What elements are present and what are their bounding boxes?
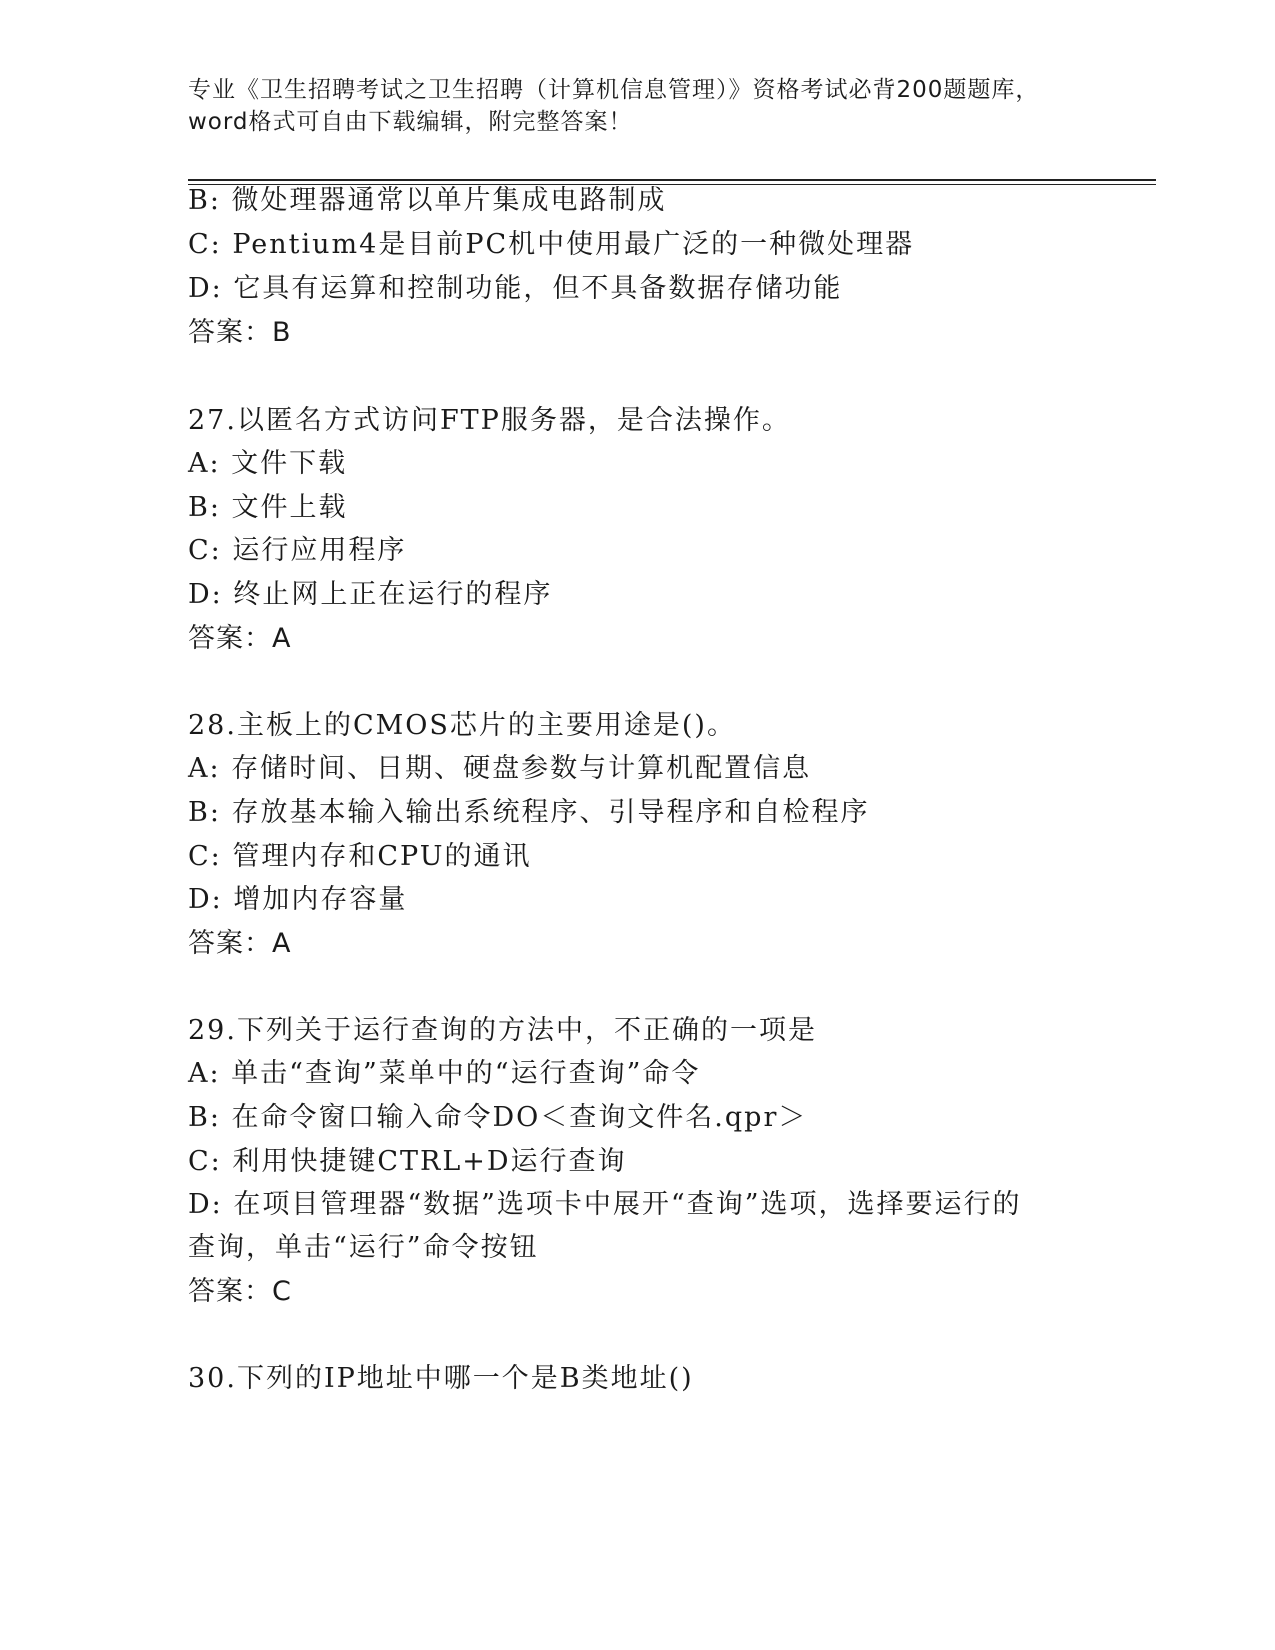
q28-option-c: C: 管理内存和CPU的通讯: [188, 841, 532, 872]
q29-option-d-line2: 查询，单击“运行”命令按钮: [188, 1232, 539, 1263]
header-title-line1: 专业《卫生招聘考试之卫生招聘（计算机信息管理）》资格考试必背200题题库，: [188, 77, 1040, 103]
q30-question: 30.下列的IP地址中哪一个是B类地址(): [188, 1363, 694, 1394]
q26-option-b: B: 微处理器通常以单片集成电路制成: [188, 185, 667, 216]
q27-question: 27.以匿名方式访问FTP服务器，是合法操作。: [188, 405, 791, 436]
q27-option-a: A: 文件下载: [188, 448, 348, 479]
q28-option-d: D: 增加内存容量: [188, 884, 408, 915]
document-header: [188, 74, 1088, 138]
q26-answer: 答案：B: [188, 317, 292, 348]
header-title-line2: word格式可自由下载编辑，附完整答案！: [188, 109, 633, 135]
q27-option-b: B: 文件上载: [188, 492, 348, 523]
q27-option-d: D: 终止网上正在运行的程序: [188, 579, 553, 610]
q29-option-c: C: 利用快捷键CTRL+D运行查询: [188, 1146, 627, 1177]
q27-answer: 答案：A: [188, 623, 292, 654]
q28-question: 28.主板上的CMOS芯片的主要用途是()。: [188, 710, 736, 741]
q28-option-b: B: 存放基本输入输出系统程序、引导程序和自检程序: [188, 797, 870, 828]
q29-option-b: B: 在命令窗口输入命令DO＜查询文件名.qpr＞: [188, 1102, 808, 1133]
q26-option-c: C: Pentium4是目前PC机中使用最广泛的一种微处理器: [188, 229, 915, 260]
q27-option-c: C: 运行应用程序: [188, 535, 407, 566]
q28-option-a: A: 存储时间、日期、硬盘参数与计算机配置信息: [188, 753, 812, 784]
q26-option-d: D: 它具有运算和控制功能，但不具备数据存储功能: [188, 273, 843, 304]
q29-option-d-line1: D: 在项目管理器“数据”选项卡中展开“查询”选项，选择要运行的: [188, 1189, 1022, 1220]
q28-answer: 答案：A: [188, 928, 292, 959]
q29-answer: 答案：C: [188, 1276, 292, 1307]
q29-option-a: A: 单击“查询”菜单中的“运行查询”命令: [188, 1058, 701, 1089]
q29-question: 29.下列关于运行查询的方法中，不正确的一项是: [188, 1015, 817, 1046]
